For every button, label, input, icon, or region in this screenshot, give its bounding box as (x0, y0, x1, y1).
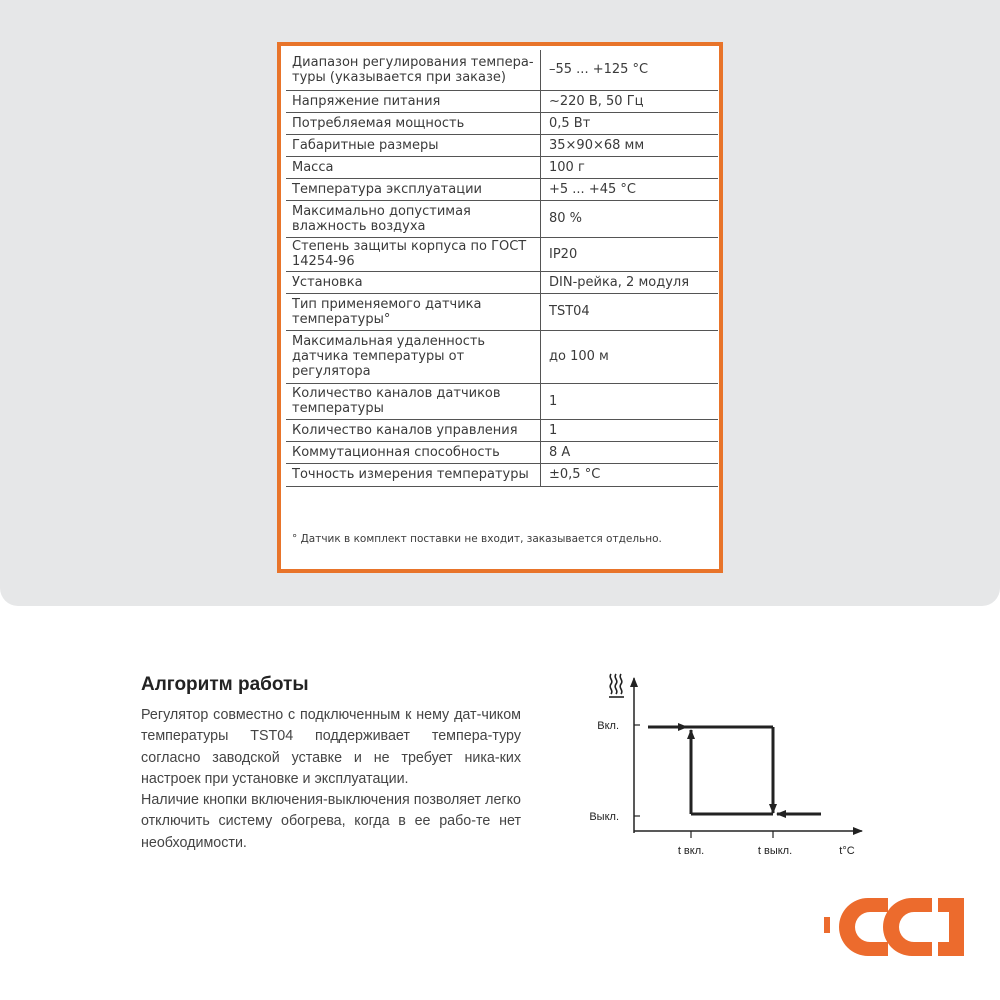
heat-waves-icon (609, 674, 624, 697)
spec-parameter: Габаритные размеры (286, 134, 541, 156)
spec-row (286, 200, 718, 237)
spec-value: ~220 В, 50 Гц (541, 90, 719, 112)
off-label: Выкл. (589, 811, 619, 823)
spec-row (286, 112, 718, 134)
spec-value: до 100 м (541, 330, 719, 383)
spec-parameter: Максимально допустимая влажность воздуха (286, 200, 541, 237)
hysteresis-diagram (575, 668, 875, 868)
spec-value: 1 (541, 383, 719, 419)
spec-value: IP20 (541, 237, 719, 271)
spec-parameter: Тип применяемого датчика температуры° (286, 293, 541, 330)
spec-row (286, 90, 718, 112)
spec-value: 1 (541, 419, 719, 441)
spec-value: ±0,5 °C (541, 463, 719, 486)
section-title: Алгоритм работы (141, 674, 309, 695)
spec-parameter: Количество каналов датчиков температуры (286, 383, 541, 419)
spec-row (286, 463, 718, 486)
company-logo (820, 890, 970, 965)
spec-row (286, 237, 718, 271)
spec-parameter: Степень защиты корпуса по ГОСТ 14254-96 (286, 237, 541, 271)
on-label: Вкл. (597, 720, 619, 732)
spec-parameter: Температура эксплуатации (286, 178, 541, 200)
t-off-label: t выкл. (757, 845, 793, 857)
spec-row (286, 330, 718, 383)
spec-row (286, 383, 718, 419)
spec-parameter: Точность измерения температуры (286, 463, 541, 486)
spec-parameter: Количество каналов управления (286, 419, 541, 441)
spec-value: 0,5 Вт (541, 112, 719, 134)
spec-value: TST04 (541, 293, 719, 330)
spec-parameter: Потребляемая мощность (286, 112, 541, 134)
x-axis-label: t°C (839, 845, 855, 857)
spec-value: DIN-рейка, 2 модуля (541, 271, 719, 293)
t-on-label: t вкл. (677, 845, 705, 857)
spec-parameter: Коммутационная способность (286, 441, 541, 463)
spec-value: 100 г (541, 156, 719, 178)
spec-parameter: Установка (286, 271, 541, 293)
spec-row (286, 156, 718, 178)
spec-row (286, 441, 718, 463)
spec-value: +5 ... +45 °C (541, 178, 719, 200)
spec-row (286, 293, 718, 330)
algorithm-paragraph-1: Регулятор совместно с подключенным к нему дат-чиком температуры TST04 поддерживает темпера-туру согласно заводской уставке и не требует ника-ких настроек при установке и эксплуатации. (141, 707, 521, 788)
spec-parameter: Максимальная удаленность датчика температуры от регулятора (286, 330, 541, 383)
spec-row (286, 134, 718, 156)
specifications-frame (277, 42, 723, 573)
spec-row (286, 419, 718, 441)
table-footnote: ° Датчик в комплект поставки не входит, заказывается отдельно. (292, 533, 662, 545)
spec-row (286, 178, 718, 200)
spec-parameter: Масса (286, 156, 541, 178)
algorithm-paragraph-2: Наличие кнопки включения-выключения позволяет легко отключить систему обогрева, когда в ее рабо-те нет необходимости. (141, 792, 521, 851)
spec-parameter: Напряжение питания (286, 90, 541, 112)
spec-row (286, 50, 718, 90)
spec-value: 35×90×68 мм (541, 134, 719, 156)
spec-value: –55 ... +125 °C (541, 50, 719, 90)
spec-value: 80 % (541, 200, 719, 237)
spec-row (286, 271, 718, 293)
spec-parameter: Диапазон регулирования темпера- туры (указывается при заказе) (286, 50, 541, 90)
specifications-table (286, 50, 718, 487)
spec-value: 8 А (541, 441, 719, 463)
